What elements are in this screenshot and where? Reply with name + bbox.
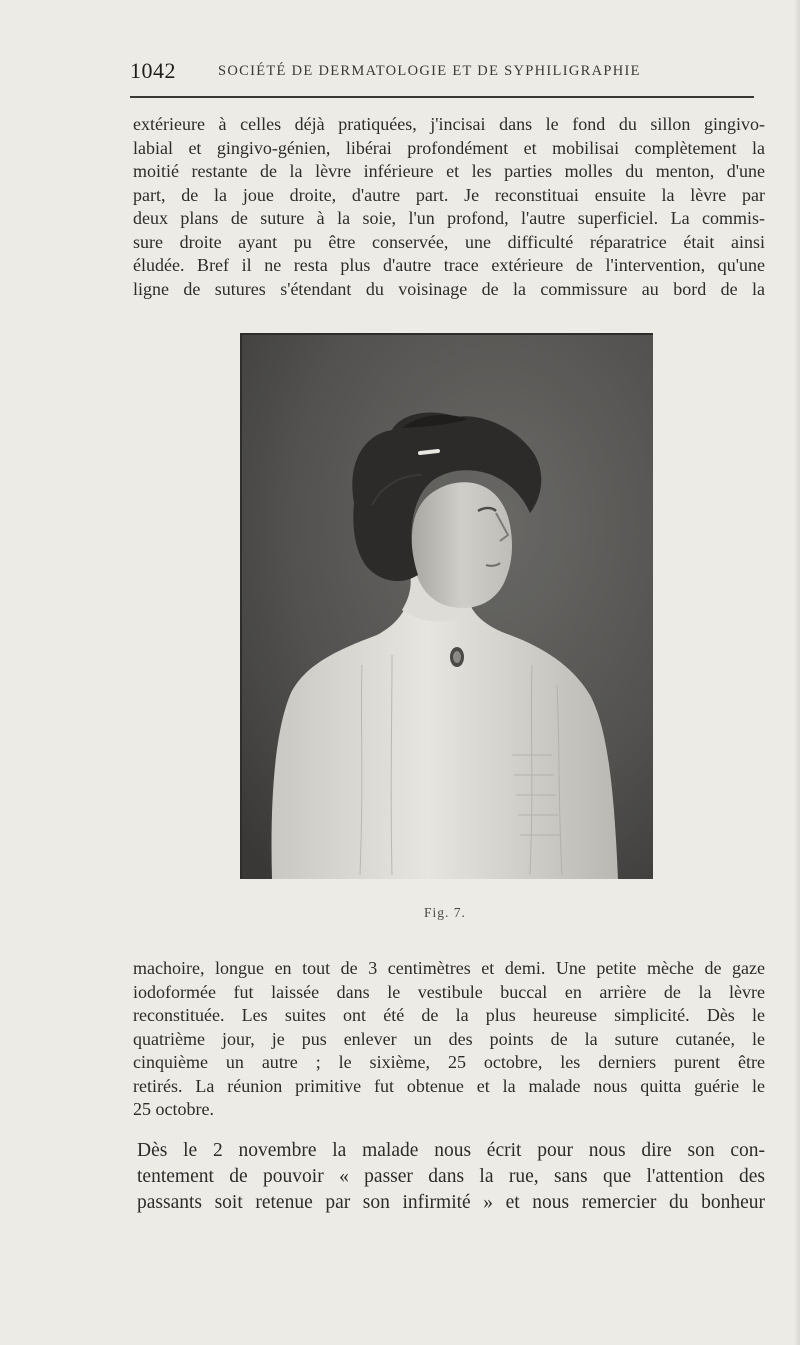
header-rule (130, 96, 754, 98)
text-line: retirés. La réunion primitive fut obtenue et la malade nous quitta guérie le (133, 1075, 765, 1096)
page-edge-shadow (794, 0, 800, 1345)
text-line: reconstituée. Les suites ont été de la plus heureuse simplicité. Dès le (133, 1005, 765, 1025)
text-line: tentement de pouvoir « passer dans la rue, sans que l'attention des (137, 1166, 765, 1187)
paragraph-2 (133, 957, 765, 1122)
text-line: Dès le 2 novembre la malade nous écrit pour nous dire son con- (137, 1140, 765, 1161)
text-line: cinquième un autre ; le sixième, 25 octobre, les derniers purent être (133, 1052, 765, 1072)
paragraph-3 (137, 1138, 765, 1216)
paragraph-1 (133, 113, 765, 301)
text-line: machoire, longue en tout de 3 centimètres et demi. Une petite mèche de gaze (133, 958, 765, 978)
page-header (130, 58, 754, 86)
running-head: SOCIÉTÉ DE DERMATOLOGIE ET DE SYPHILIGRAPHIE (218, 63, 641, 79)
text-line: extérieure à celles déjà pratiquées, j'incisai dans le fond du sillon gingivo- (133, 114, 765, 134)
text-line: iodoformée fut laissée dans le vestibule buccal en arrière de la lèvre (133, 981, 765, 1002)
text-line: part, de la joue droite, d'autre part. Je reconstituai ensuite la lèvre par (133, 184, 765, 205)
page-number: 1042 (130, 58, 176, 83)
text-line: ligne de sutures s'étendant du voisinage de la commissure au bord de la (133, 278, 765, 299)
text-line: labial et gingivo-génien, libérai profondément et mobilisai complètement la (133, 137, 765, 158)
portrait-illustration (242, 335, 653, 879)
text-line: sure droite ayant pu être conservée, une difficulté réparatrice était ainsi (133, 231, 765, 252)
figure-caption: Fig. 7. (424, 905, 466, 920)
text-line: moitié restante de la lèvre inférieure et les parties molles du menton, d'une (133, 161, 765, 181)
text-line: 25 octobre. (133, 1099, 214, 1119)
text-line: éludée. Bref il ne resta plus d'autre trace extérieure de l'intervention, qu'une (133, 255, 765, 275)
text-line: quatrième jour, je pus enlever un des points de la suture cutanée, le (133, 1028, 765, 1049)
text-line: deux plans de suture à la soie, l'un profond, l'autre superficiel. La commis- (133, 208, 765, 228)
text-line: passants soit retenue par son infirmité » et nous remercier du bonheur (137, 1192, 765, 1213)
portrait-photograph (240, 333, 653, 879)
